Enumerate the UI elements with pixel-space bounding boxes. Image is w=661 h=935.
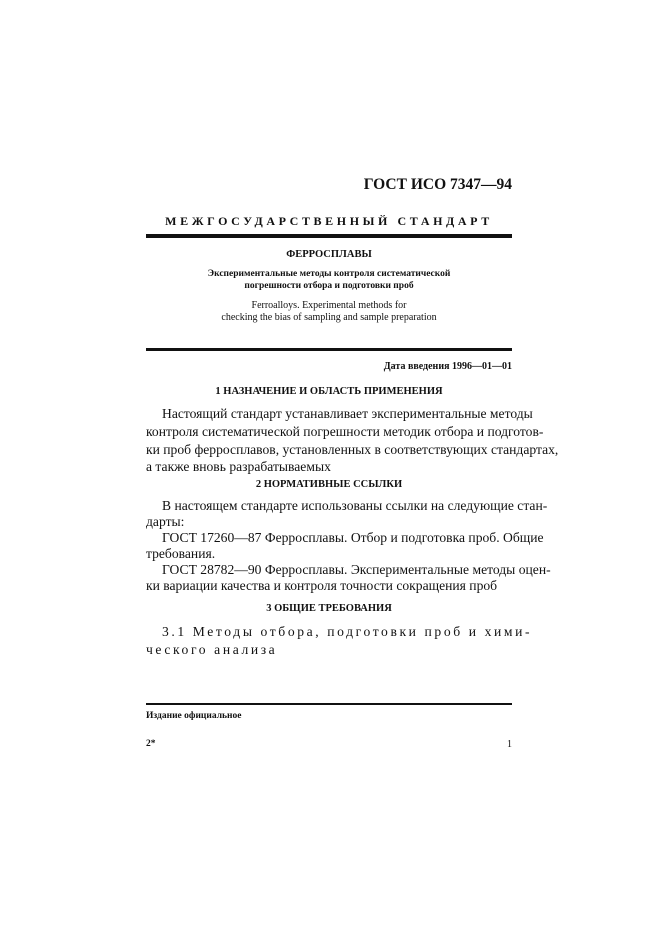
section-3-paragraph <box>146 623 533 659</box>
section-heading: 2 НОРМАТИВНЫЕ ССЫЛКИ <box>255 479 403 490</box>
signature-mark: 2* <box>146 739 156 749</box>
standard-category: МЕЖГОСУДАРСТВЕННЫЙ СТАНДАРТ <box>165 214 493 228</box>
section-2-paragraph <box>146 498 551 594</box>
title-en-line: Ferroalloys. Experimental methods for <box>251 300 407 311</box>
title-rule <box>146 348 512 351</box>
text-line: ки вариации качества и контроля точности сокращения проб <box>146 578 498 593</box>
header-rule <box>146 234 512 238</box>
title-ru-line: погрешности отбора и подготовки проб <box>244 281 414 291</box>
text-line: ческого анализа <box>146 641 278 657</box>
edition-note: Издание официальное <box>146 711 242 721</box>
text-line: В настоящем стандарте использованы ссылки на следующие стан- <box>162 498 548 513</box>
text-line: Настоящий стандарт устанавливает экспериментальные методы <box>162 406 533 421</box>
text-line: дарты: <box>146 514 185 529</box>
text-line: ки проб ферросплавов, установленных в соответствующих стандартах, <box>146 441 559 457</box>
text-line: контроля систематической погрешности методик отбора и подготов- <box>146 423 544 439</box>
section-heading: 1 НАЗНАЧЕНИЕ И ОБЛАСТЬ ПРИМЕНЕНИЯ <box>215 386 443 397</box>
page-number: 1 <box>507 739 512 750</box>
title-en-line: checking the bias of sampling and sample preparation <box>221 312 437 323</box>
title-ru-line: Экспериментальные методы контроля систематической <box>207 269 451 279</box>
section-heading: 3 ОБЩИЕ ТРЕБОВАНИЯ <box>266 603 392 614</box>
document-title: ФЕРРОСПЛАВЫ <box>286 249 372 260</box>
section-1-paragraph <box>146 405 559 476</box>
text-line: ГОСТ 17260—87 Ферросплавы. Отбор и подготовка проб. Общие <box>162 530 544 545</box>
footer-rule <box>146 703 512 705</box>
text-line: 3.1 Методы отбора, подготовки проб и хими- <box>162 624 533 639</box>
introduction-date: Дата введения 1996—01—01 <box>383 361 512 372</box>
text-line: требования. <box>146 546 216 561</box>
text-line: ГОСТ 28782—90 Ферросплавы. Экспериментальные методы оцен- <box>162 562 551 577</box>
standard-designation: ГОСТ ИСО 7347—94 <box>363 176 512 193</box>
text-line: а также вновь разрабатываемых <box>146 459 331 475</box>
